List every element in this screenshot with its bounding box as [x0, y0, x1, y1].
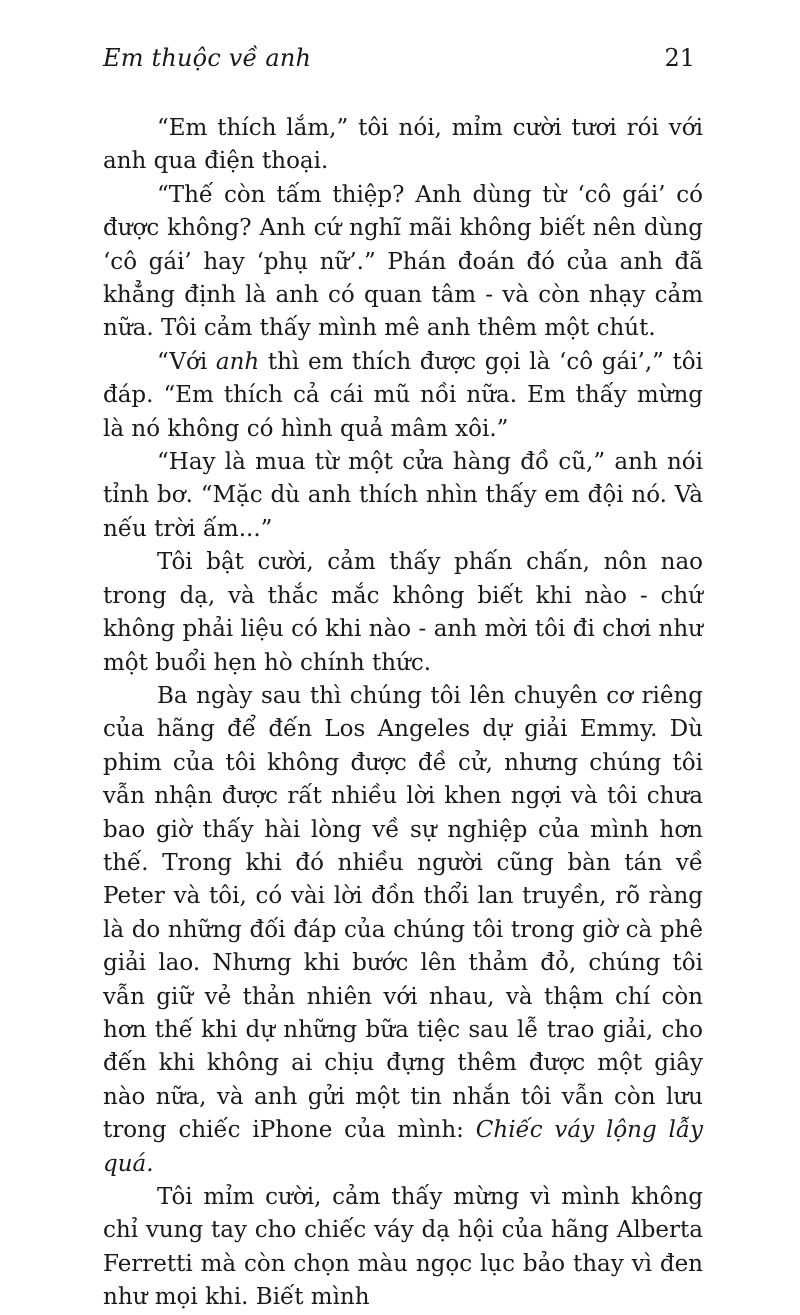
paragraph-4: [103, 446, 703, 546]
paragraph-1: [103, 112, 703, 179]
paragraph-text-end: thì em thích được gọi là ‘cô gái’,” tôi đáp. “Em thích cả cái mũ nồi nữa. Em thấy mừng là nó không có hình quả mâm xôi.”: [103, 348, 703, 442]
paragraph-5: [103, 546, 703, 680]
running-title: Em thuộc về anh: [103, 44, 312, 72]
paragraph-text-start: Ba ngày sau thì chúng tôi lên chuyên cơ riêng của hãng để đến Los Angeles dự giải Emmy. Dù phim của tôi không được đề cử, nhưng chúng tôi vẫn nhận được rất nhiều lời khen ngợi và tôi chưa bao giờ thấy hài lòng về sự nghiệp của mình hơn thế. Trong khi đó nhiều người cũng bàn tán về Peter và tôi, có vài lời đồn thổi lan truyền, rõ ràng là do những đối đáp của chúng tôi trong giờ cà phê giải lao. Nhưng khi bước lên thảm đỏ, chúng tôi vẫn giữ vẻ thản nhiên với nhau, và thậm chí còn hơn thế khi dự những bữa tiệc sau lễ trao giải, cho đến khi không ai chịu đựng thêm được một giây nào nữa, và anh gửi một tin nhắn tôi vẫn còn lưu trong chiếc iPhone của mình:: [103, 682, 703, 1144]
paragraph-3: [103, 346, 703, 446]
running-head: [103, 44, 695, 84]
paragraph-2: [103, 179, 703, 346]
emphasis-text: Chiếc váy lộng lẫy quá.: [103, 1117, 703, 1177]
paragraph-7: [103, 1181, 703, 1315]
paragraph-text: “Hay là mua từ một cửa hàng đồ cũ,” anh nói tỉnh bơ. “Mặc dù anh thích nhìn thấy em đội nó. Và nếu trời ấm...”: [103, 449, 703, 542]
page-number: 21: [664, 44, 695, 72]
paragraph-text: “Thế còn tấm thiệp? Anh dùng từ ‘cô gái’ có được không? Anh cứ nghĩ mãi không biết nên dùng ‘cô gái’ hay ‘phụ nữ’.” Phán đoán đó của anh đã khẳng định là anh có quan tâm - và còn nhạy cảm nữa. Tôi cảm thấy mình mê anh thêm một chút.: [103, 181, 703, 342]
paragraph-text-start: “Với: [157, 348, 216, 375]
paragraph-text: “Em thích lắm,” tôi nói, mỉm cười tươi rói với anh qua điện thoại.: [103, 115, 703, 175]
paragraph-text: Tôi mỉm cười, cảm thấy mừng vì mình không chỉ vung tay cho chiếc váy dạ hội của hãng Alberta Ferretti mà còn chọn màu ngọc lục bảo thay vì đen như mọi khi. Biết mình: [103, 1184, 703, 1311]
paragraph-text: Tôi bật cười, cảm thấy phấn chấn, nôn nao trong dạ, và thắc mắc không biết khi nào - chứ không phải liệu có khi nào - anh mời tôi đi chơi như một buổi hẹn hò chính thức.: [103, 549, 703, 676]
emphasis-text: anh: [215, 348, 260, 375]
body-text: [103, 112, 703, 1315]
paragraph-6: [103, 680, 703, 1181]
